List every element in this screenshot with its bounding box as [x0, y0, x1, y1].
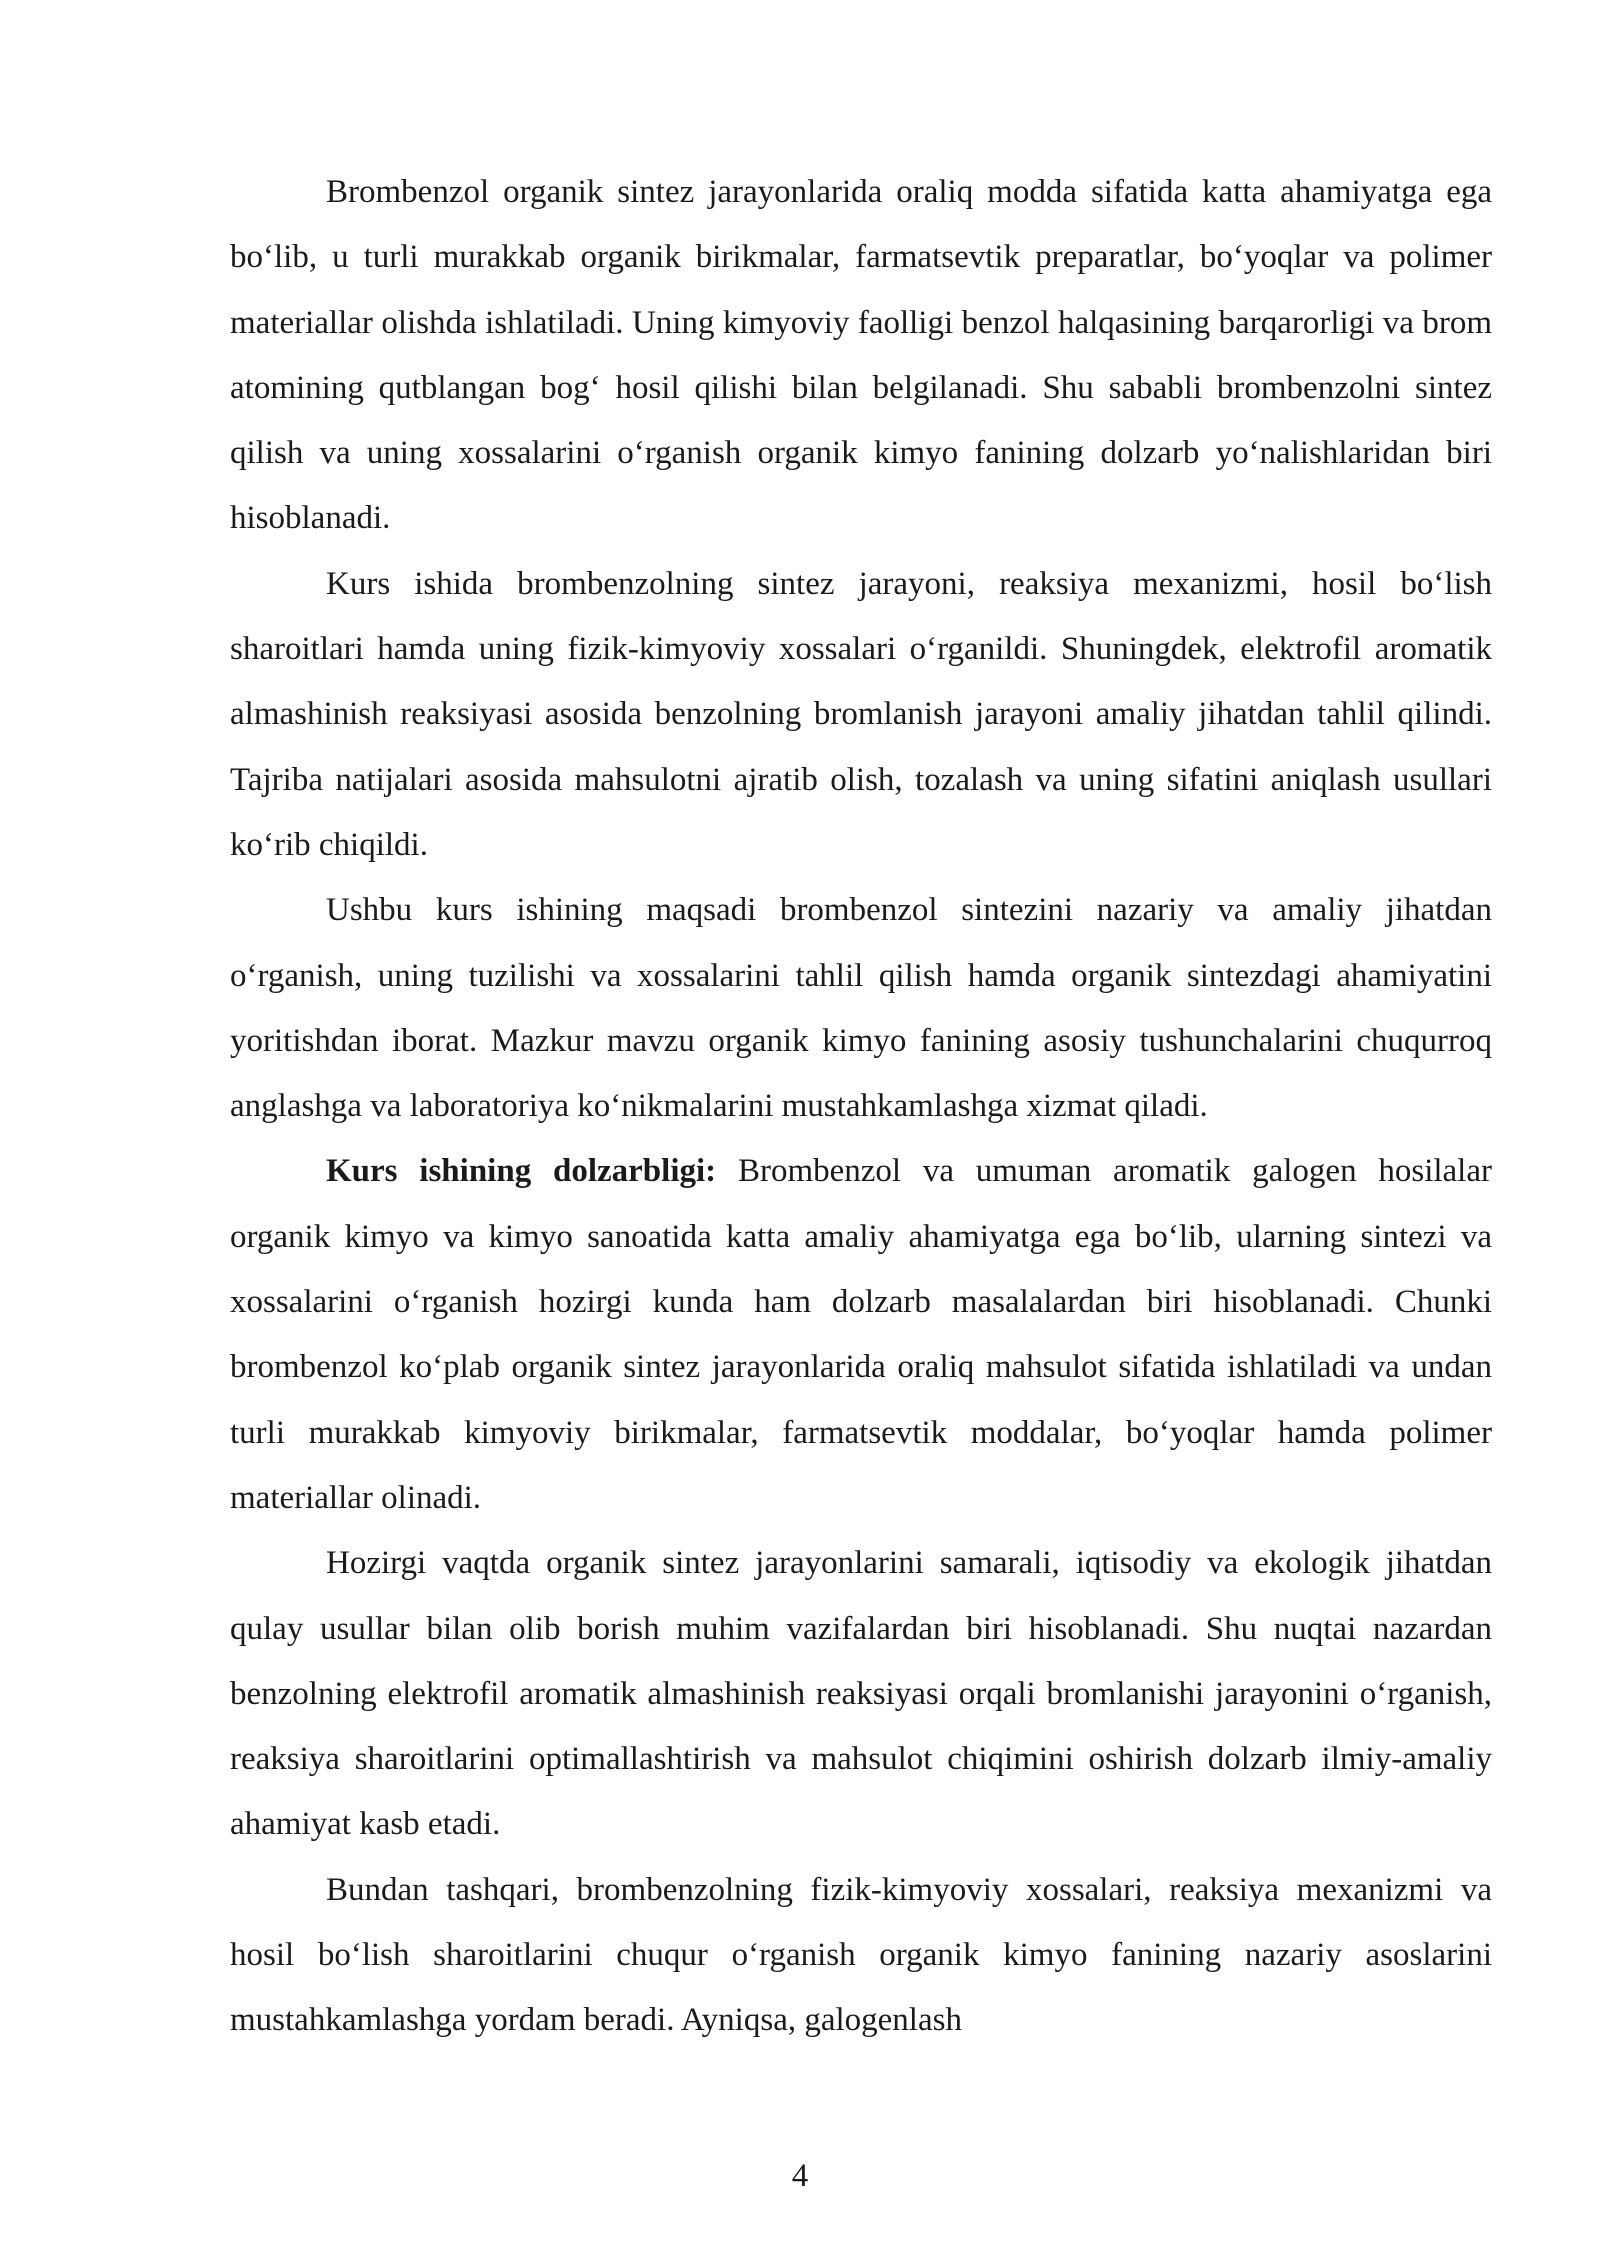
paragraph-4	[230, 1139, 1492, 1531]
paragraph-5	[230, 1531, 1492, 1857]
page-number: 4	[791, 2158, 809, 2194]
paragraph-2-text: Kurs ishida brombenzolning sintez jarayoni, reaksiya mexanizmi, hosil bo‘lish sharoitlari hamda uning fizik-kimyoviy xossalari o‘rganildi. Shuningdek, elektrofil aromatik almashinish reaksiyasi asosida benzolning bromlanish jarayoni amaliy jihatdan tahlil qilindi. Tajriba natijalari asosida mahsulotni ajratib olish, tozalash va uning sifatini aniqlash usullari ko‘rib chiqildi.	[230, 565, 1492, 863]
paragraph-5-text: Hozirgi vaqtda organik sintez jarayonlarini samarali, iqtisodiy va ekologik jihatdan qulay usullar bilan olib borish muhim vazifalardan biri hisoblanadi. Shu nuqtai nazardan benzolning elektrofil aromatik almashinish reaksiyasi orqali bromlanishi jarayonini o‘rganish, reaksiya sharoitlarini optimallashtirish va mahsulot chiqimini oshirish dolzarb ilmiy-amaliy ahamiyat kasb etadi.	[230, 1545, 1492, 1843]
paragraph-2	[230, 552, 1492, 878]
paragraph-3	[230, 878, 1492, 1139]
paragraph-6-text: Bundan tashqari, brombenzolning fizik-kimyoviy xossalari, reaksiya mexanizmi va hosil bo‘lish sharoitlarini chuqur o‘rganish organik kimyo fanining nazariy asoslarini mustahkamlashga yordam beradi. Ayniqsa, galogenlash	[230, 1871, 1492, 2039]
paragraph-4-heading: Kurs ishining dolzarbligi:	[326, 1153, 717, 1190]
paragraph-3-text: Ushbu kurs ishining maqsadi brombenzol sintezini nazariy va amaliy jihatdan o‘rganish, uning tuzilishi va xossalarini tahlil qilish hamda organik sintezdagi ahamiyatini yoritishdan iborat. Mazkur mavzu organik kimyo fanining asosiy tushunchalarini chuqurroq anglashga va laboratoriya ko‘nikmalarini mustahkamlashga xizmat qiladi.	[230, 892, 1492, 1125]
paragraph-1-text: Brombenzol organik sintez jarayonlarida oraliq modda sifatida katta ahamiyatga ega bo‘lib, u turli murakkab organik birikmalar, farmatsevtik preparatlar, bo‘yoqlar va polimer materiallar olishda ishlatiladi. Uning kimyoviy faolligi benzol halqasining barqarorligi va brom atomining qutblangan bog‘ hosil qilishi bilan belgilanadi. Shu sababli brombenzolni sintez qilish va uning xossalarini o‘rganish organik kimyo fanining dolzarb yo‘nalishlaridan biri hisoblanadi.	[230, 174, 1492, 537]
paragraph-6	[230, 1858, 1492, 2054]
paragraph-1	[230, 160, 1492, 552]
paragraph-4-text: Brombenzol va umuman aromatik galogen hosilalar organik kimyo va kimyo sanoatida katta amaliy ahamiyatga ega bo‘lib, ularning sintezi va xossalarini o‘rganish hozirgi kunda ham dolzarb masalalardan biri hisoblanadi. Chunki brombenzol ko‘plab organik sintez jarayonlarida oraliq mahsulot sifatida ishlatiladi va undan turli murakkab kimyoviy birikmalar, farmatsevtik moddalar, bo‘yoqlar hamda polimer materiallar olinadi.	[230, 1153, 1492, 1516]
body-text	[230, 160, 1492, 2054]
